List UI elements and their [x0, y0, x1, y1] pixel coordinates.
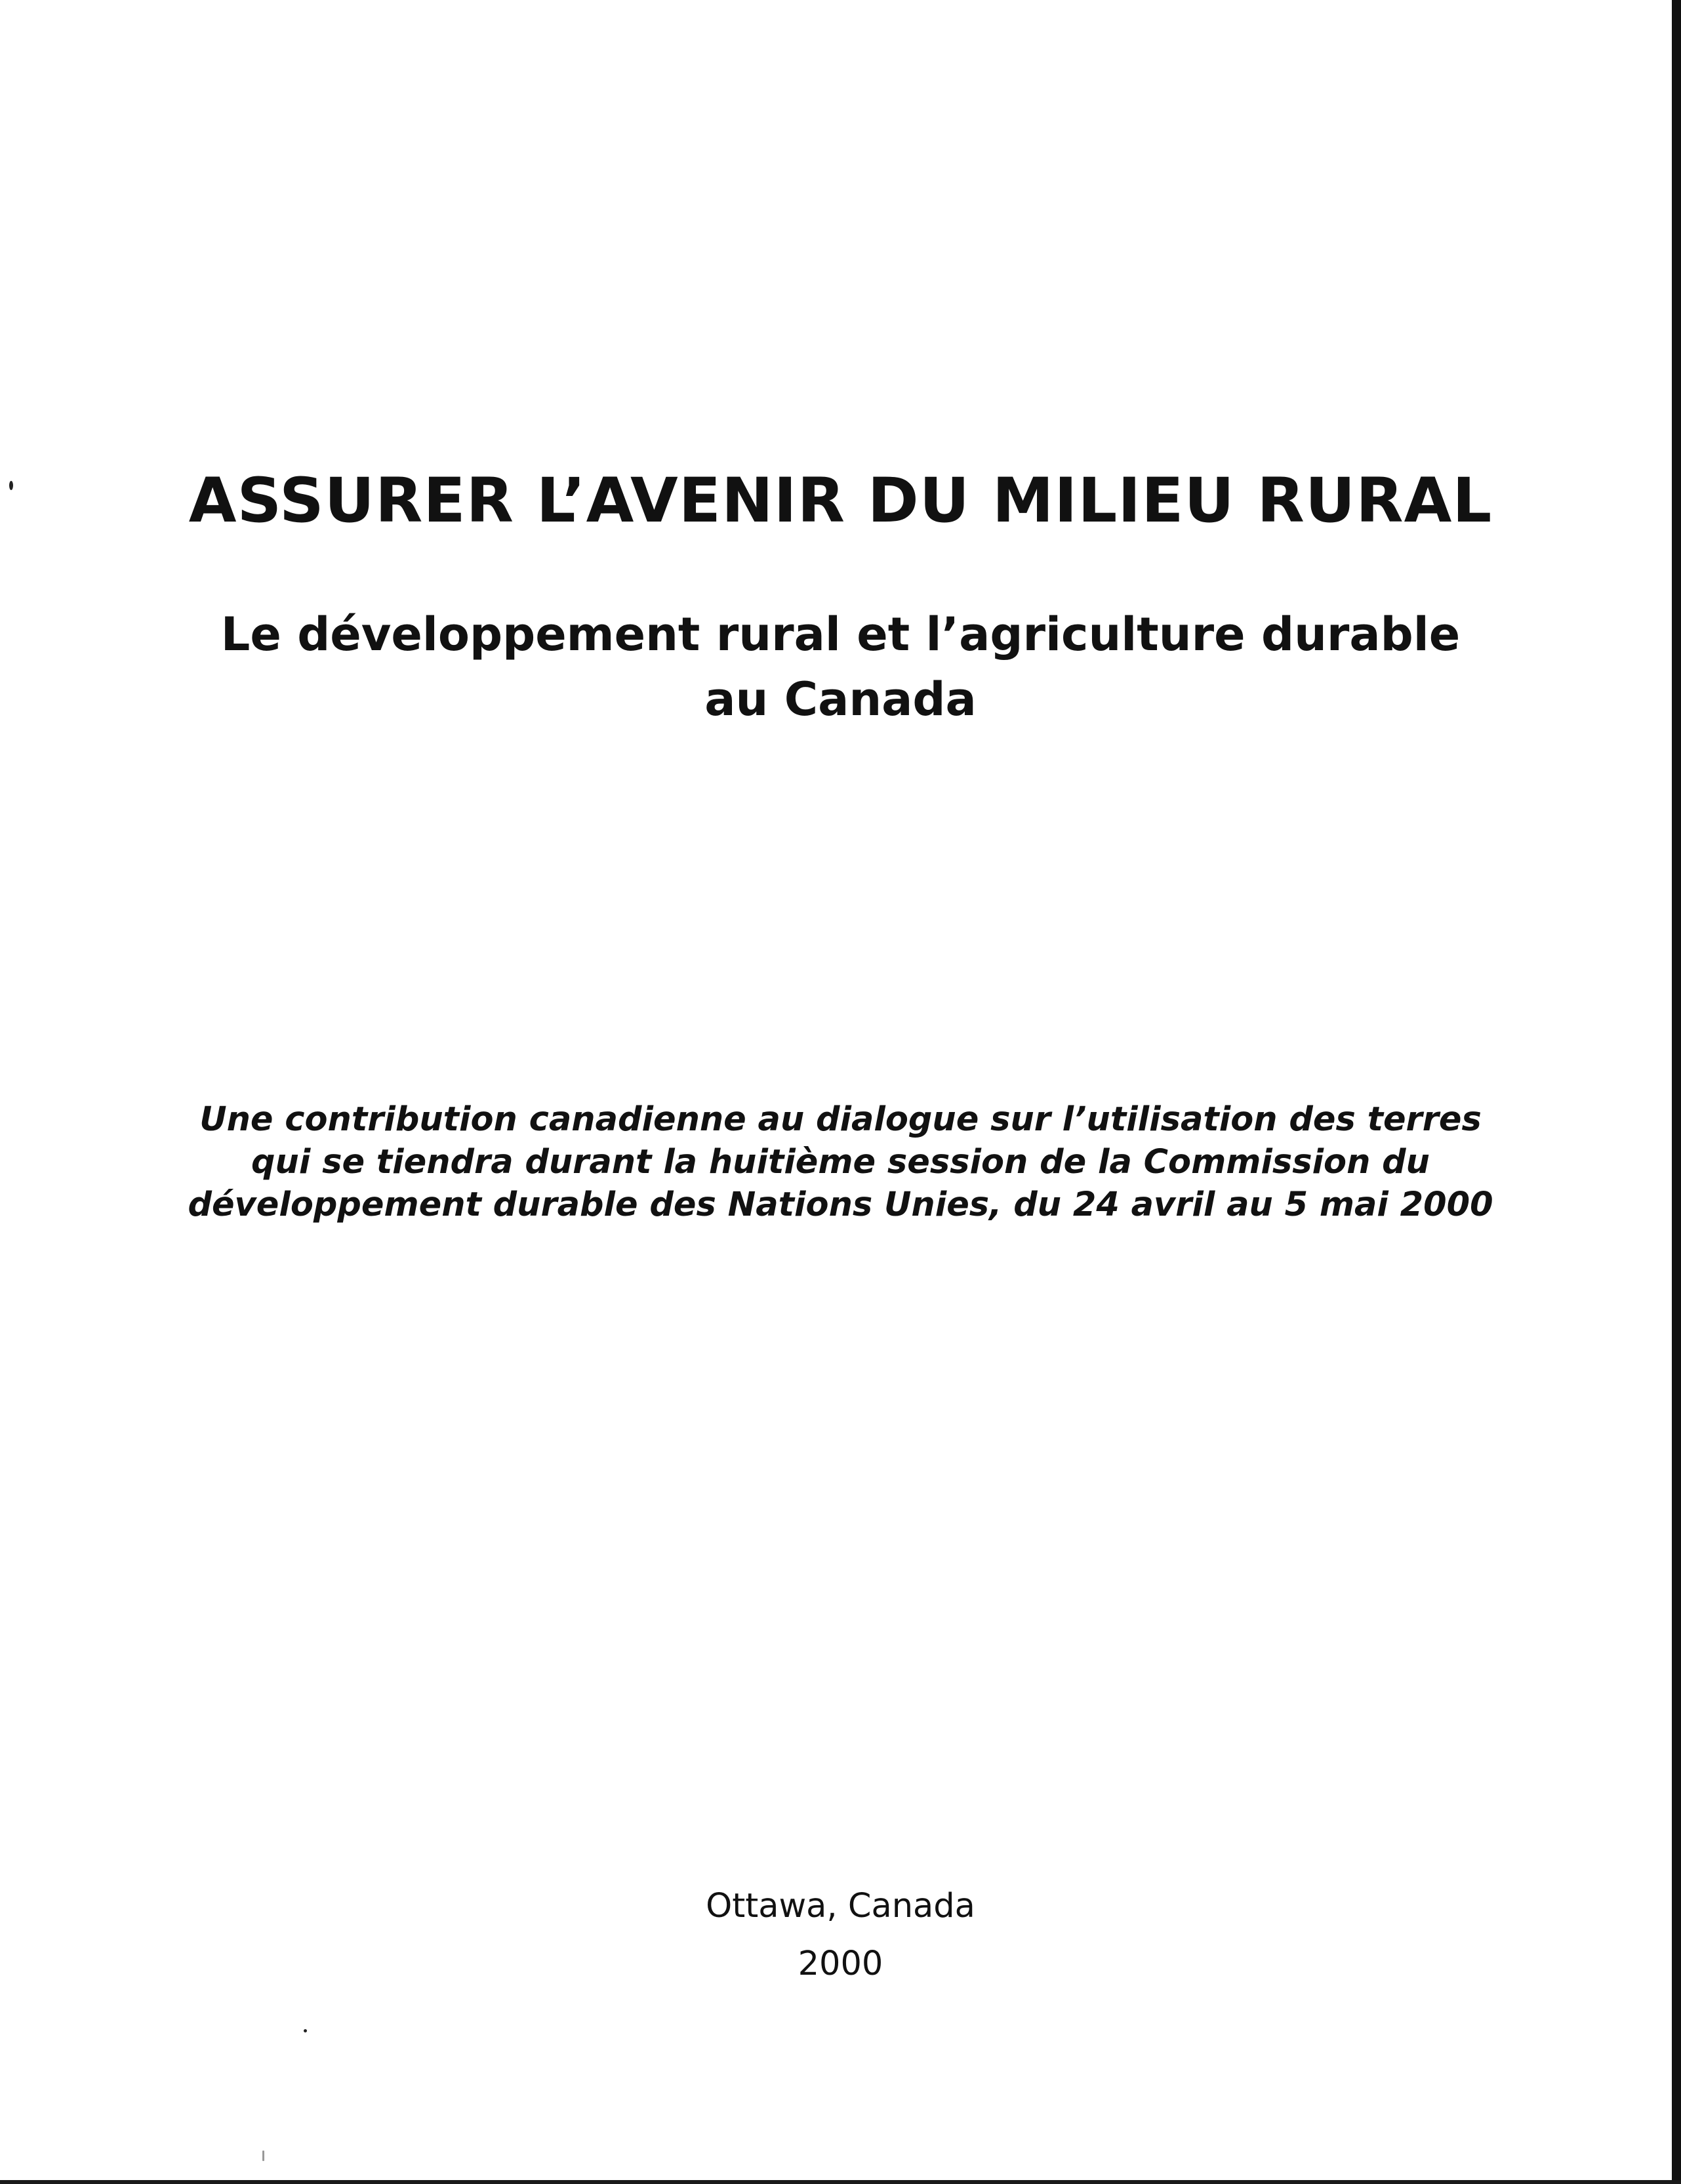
- contribution-line: développement durable des Nations Unies, du 24 avril au 5 mai 2000: [188, 1185, 1493, 1224]
- scan-speck: [9, 481, 13, 490]
- contribution-line: qui se tiendra durant la huitième session de la Commission du: [251, 1142, 1430, 1182]
- document-title: ASSURER L’AVENIR DU MILIEU RURAL: [188, 465, 1493, 537]
- contribution-statement: [0, 1099, 1681, 1226]
- subtitle-line: au Canada: [704, 672, 977, 727]
- publication-year: 2000: [798, 1945, 883, 1983]
- contribution-line: Une contribution canadienne au dialogue sur l’utilisation des terres: [199, 1100, 1482, 1139]
- document-subtitle: [0, 602, 1681, 733]
- scan-speck: [304, 2029, 307, 2032]
- publication-place: Ottawa, Canada: [706, 1887, 975, 1926]
- scan-edge-bottom: [0, 2180, 1681, 2184]
- subtitle-line: Le développement rural et l’agriculture durable: [220, 608, 1461, 661]
- scan-edge-right: [1672, 0, 1681, 2184]
- scan-speck: [262, 2151, 264, 2161]
